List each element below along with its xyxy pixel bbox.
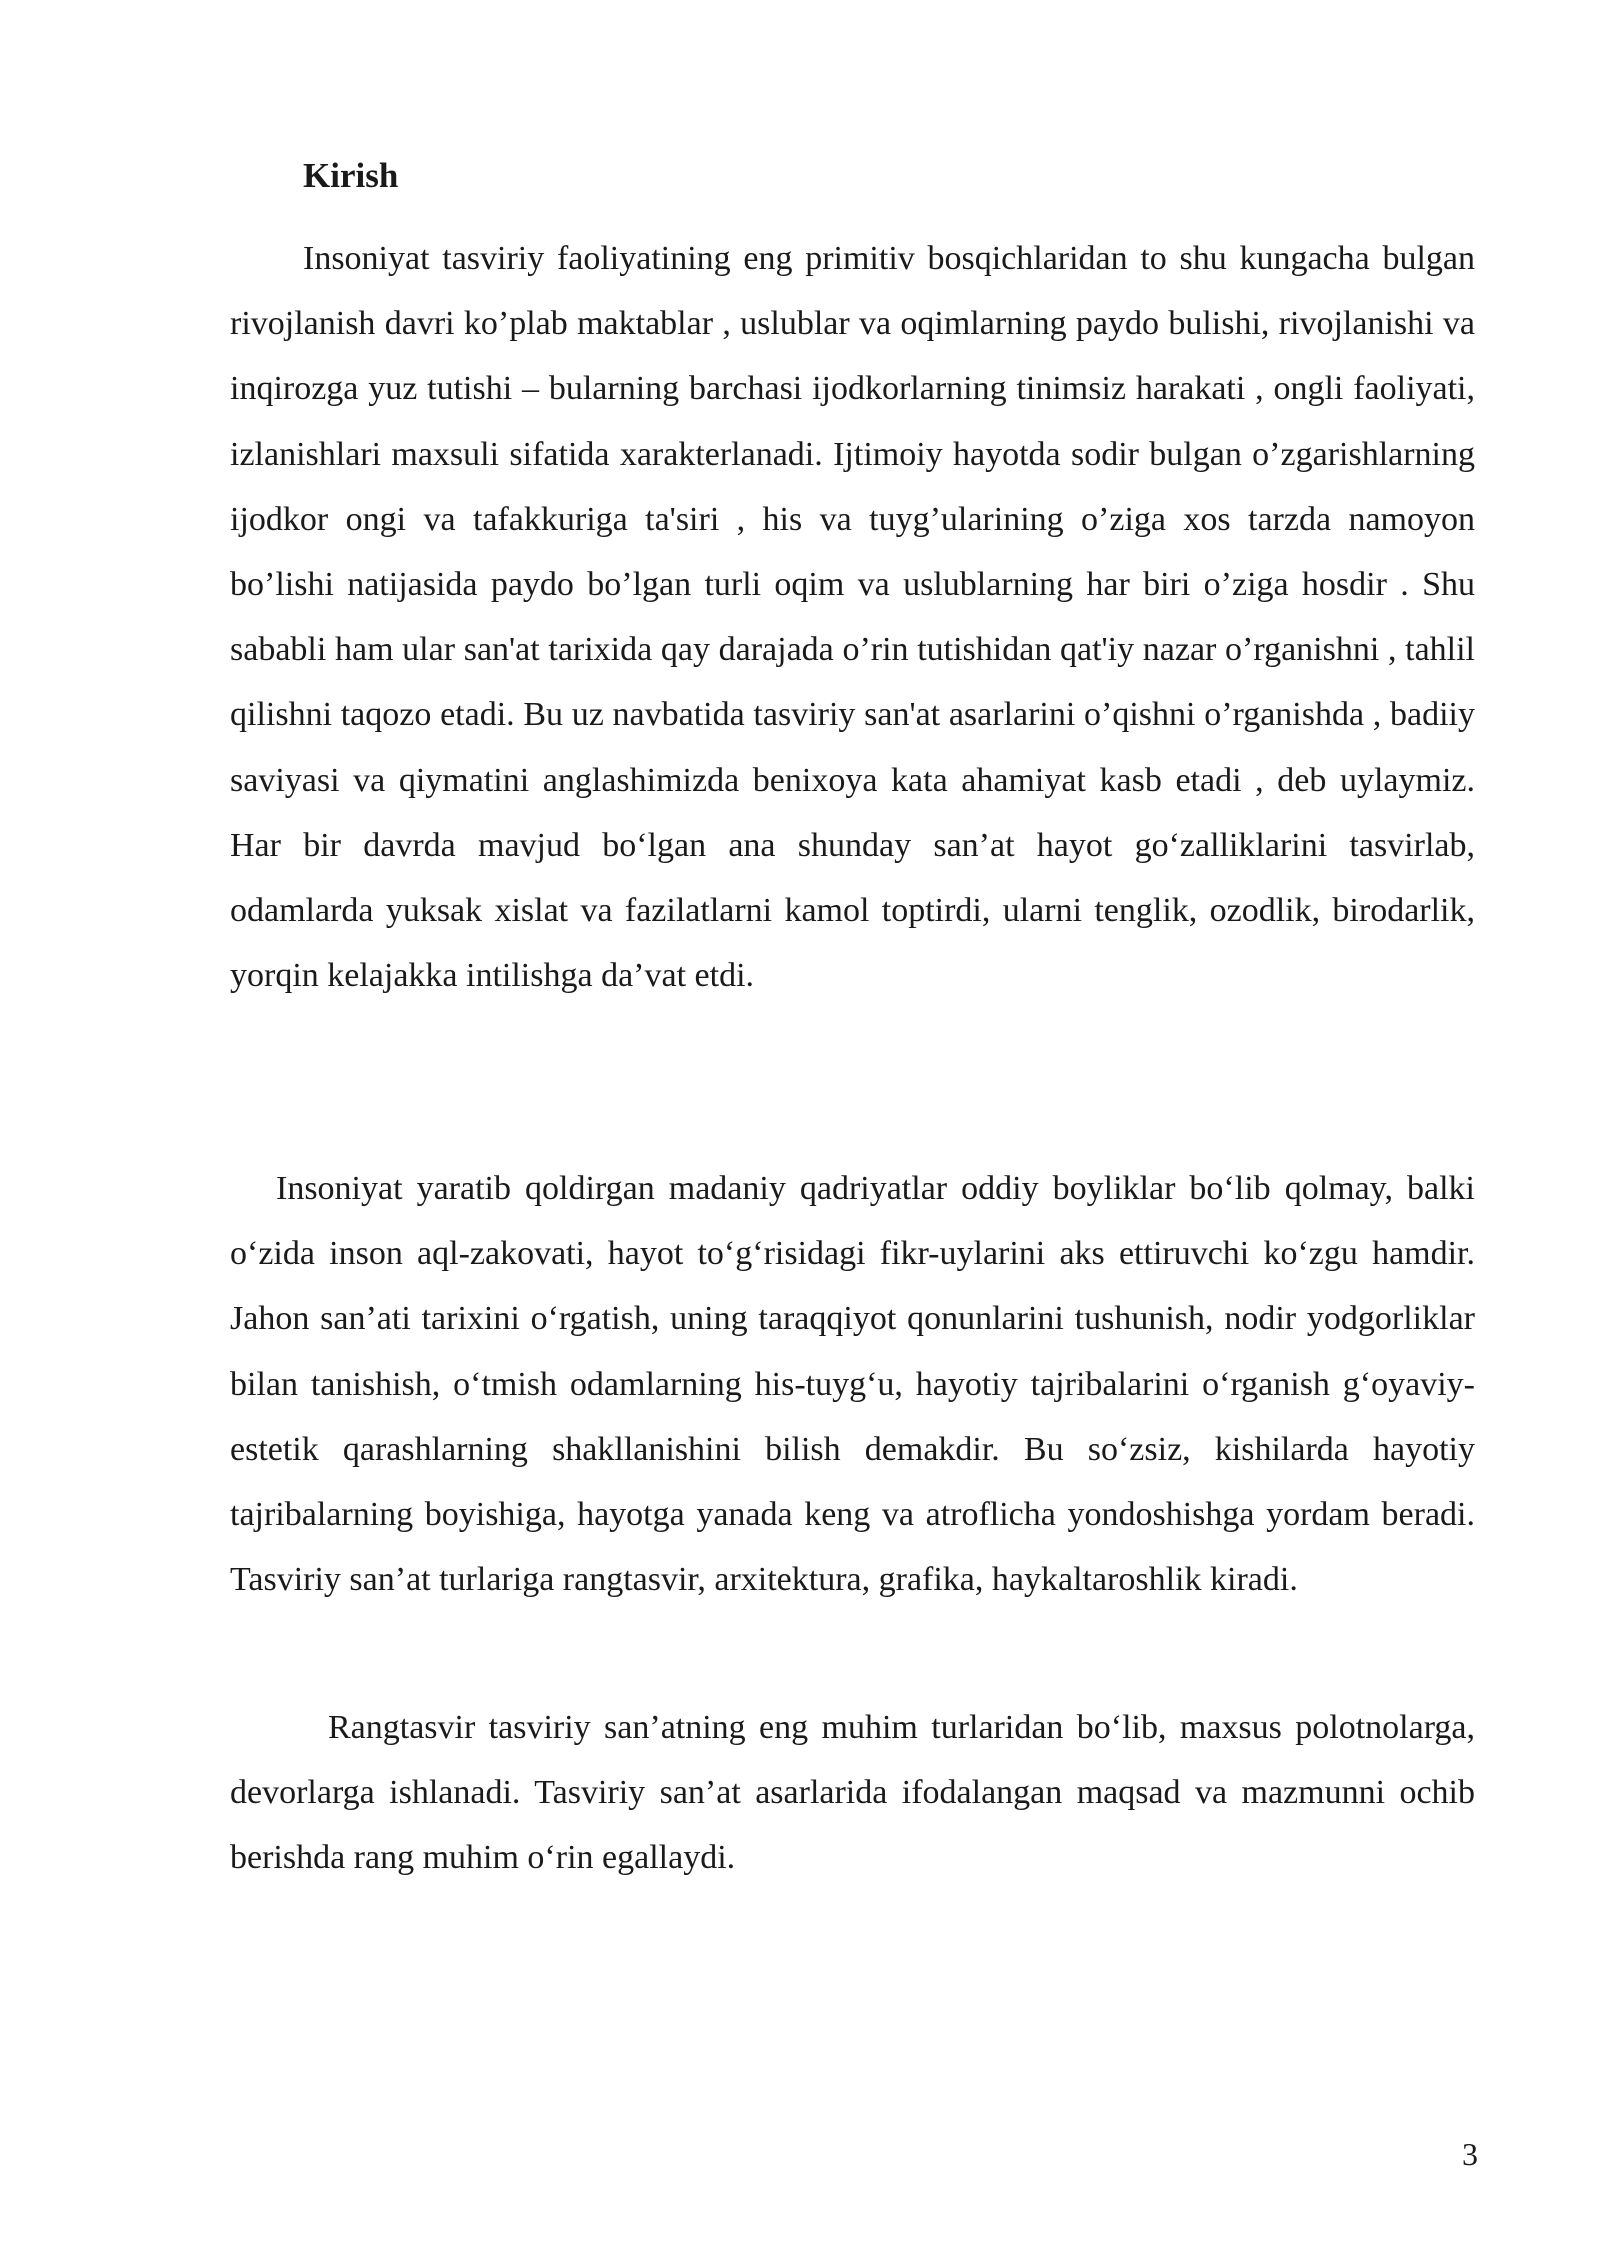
paragraph-2: Insoniyat yaratib qoldirgan madaniy qadriyatlar oddiy boyliklar bo‘lib qolmay, balki o‘zida inson aql-zakovati, hayot to‘g‘risidagi fikr-uylarini aks ettiruvchi ko‘zgu hamdir. Jahon san’ati tarixini o‘rgatish, uning taraqqiyot qonunlarini tushunish, nodir yodgorliklar bilan tanishish, o‘tmish odamlarning his-tuyg‘u, hayotiy tajribalarini o‘rganish g‘oyaviy-estetik qarashlarning shakllanishini bilish demakdir. Bu so‘zsiz, kishilarda hayotiy tajribalarning boyishiga, hayotga yanada keng va atroflicha yondoshishga yordam beradi. Tasviriy san’at turlariga rangtasvir, arxitektura, grafika, haykaltaroshlik kiradi. xyxy=(230,1170,1475,1599)
paragraph-1: Insoniyat tasviriy faoliyatining eng primitiv bosqichlaridan to shu kungacha bulgan rivojlanish davri ko’plab maktablar , uslublar va oqimlarning paydo bulishi, rivojlanishi va inqirozga yuz tutishi – bularning barchasi ijodkorlarning tinimsiz harakati , ongli faoliyati, izlanishlari maxsuli sifatida xarakterlanadi. Ijtimoiy hayotda sodir bulgan o’zgarishlarning ijodkor ongi va tafakkuriga ta'siri , his va tuyg’ularining o’ziga xos tarzda namoyon bo’lishi natijasida paydo bo’lgan turli oqim va uslublarning har biri o’ziga hosdir . Shu sababli ham ular san'at tarixida qay darajada o’rin tutishidan qat'iy nazar o’rganishni , tahlil qilishni taqozo etadi. Bu uz navbatida tasviriy san'at asarlarini o’qishni o’rganishda , badiiy saviyasi va qiymatini anglashimizda benixoya kata ahamiyat kasb etadi , deb uylaymiz. Har bir davrda mavjud bo‘lgan ana shunday san’at hayot go‘zalliklarini tasvirlab, odamlarda yuksak xislat va fazilatlarni kamol toptirdi, ularni tenglik, ozodlik, birodarlik, yorqin kelajakka intilishga da’vat etdi. xyxy=(230,240,1475,995)
page-number: 3 xyxy=(1462,2136,1478,2172)
section-heading: Kirish xyxy=(303,156,399,195)
paragraph-3: Rangtasvir tasviriy san’atning eng muhim turlaridan bo‘lib, maxsus polotnolarga, devorlarga ishlanadi. Tasviriy san’at asarlarida ifodalangan maqsad va mazmunni ochib berishda rang muhim o‘rin egallaydi. xyxy=(230,1709,1475,1877)
